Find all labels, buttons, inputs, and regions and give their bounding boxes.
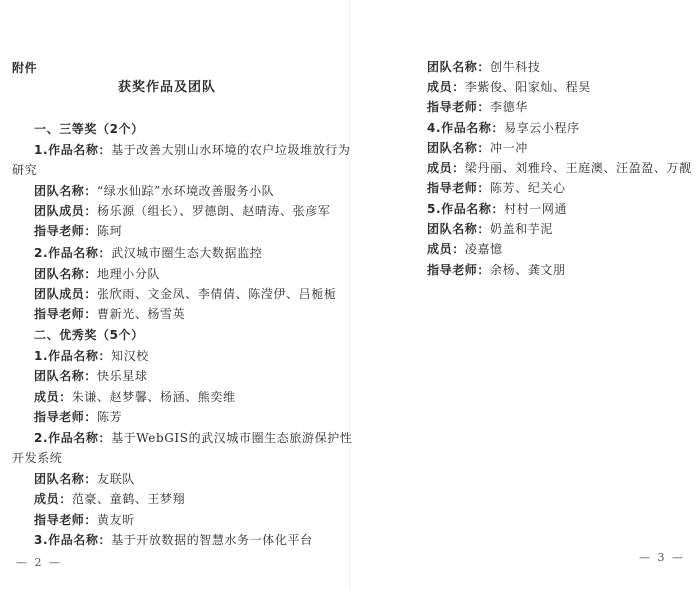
entry-3-team [34, 368, 147, 384]
section-heading-excellence-prize: 二、优秀奖（5个） [34, 328, 144, 342]
entry-value: 冲一冲 [490, 141, 528, 155]
entry-label: 指导老师： [34, 410, 98, 424]
entry-value: 知汉校 [111, 349, 149, 363]
entry-value: 易享云小程序 [504, 121, 580, 135]
entry-value: 陈芳、纪关心 [490, 181, 566, 195]
entry-6-members [427, 160, 692, 176]
entry-label: 指导老师： [34, 307, 98, 321]
entry-value: 地理小分队 [97, 267, 161, 281]
entry-1-team [34, 183, 274, 199]
entry-label: 成员： [427, 242, 465, 256]
entry-value: 梁丹丽、刘雅玲、王庭澳、汪盈盈、万靓 [464, 161, 692, 175]
entry-value: 朱谦、赵梦馨、杨涵、熊奕维 [71, 390, 236, 404]
entry-1-advisor [34, 223, 122, 239]
right-page [349, 0, 698, 590]
entry-4-name [34, 430, 352, 446]
entry-1-members [34, 203, 330, 219]
entry-5-members [427, 79, 591, 95]
entry-2-name [34, 245, 262, 261]
section-heading-third-prize: 一、三等奖（2个） [34, 122, 144, 136]
entry-value: 李紫俊、阳家灿、程昊 [464, 80, 591, 94]
entry-label: 5.作品名称： [427, 202, 505, 216]
entry-2-advisor [34, 306, 185, 322]
entry-label: 2.作品名称： [34, 246, 112, 260]
entry-label: 指导老师： [34, 224, 98, 238]
entry-label: 2.作品名称： [34, 431, 112, 445]
entry-3-advisor [34, 409, 122, 425]
entry-7-members [427, 241, 503, 257]
entry-value: 李德华 [490, 100, 528, 114]
entry-label: 指导老师： [427, 181, 491, 195]
entry-7-name [427, 201, 567, 217]
entry-label: 成员： [427, 80, 465, 94]
entry-value: 黄友昕 [97, 513, 135, 527]
entry-value: 村村一网通 [504, 202, 568, 216]
entry-value: “绿水仙踪”水环境改善服务小队 [97, 184, 275, 198]
page-number-right: — 3 — [639, 551, 685, 564]
entry-label: 3.作品名称： [34, 533, 112, 547]
entry-label: 成员： [34, 492, 72, 506]
entry-label: 4.作品名称： [427, 121, 505, 135]
entry-label: 指导老师： [427, 263, 491, 277]
entry-label: 指导老师： [427, 100, 491, 114]
entry-label: 团队名称： [427, 222, 491, 236]
entry-7-advisor [427, 262, 566, 278]
entry-value: 基于开放数据的智慧水务一体化平台 [111, 533, 313, 547]
entry-value: 基于改善大别山水环境的农户垃圾堆放行为 [111, 143, 351, 157]
entry-label: 团队名称： [34, 267, 98, 281]
entry-value: 杨乐源（组长）、罗德朗、赵晴涛、张彦军 [97, 204, 331, 218]
entry-2-team [34, 266, 160, 282]
entry-value: 凌嘉憶 [464, 242, 503, 256]
entry-5-team [427, 59, 540, 75]
entry-6-name [427, 120, 580, 136]
entry-label: 团队成员： [34, 204, 98, 218]
entry-label: 成员： [427, 161, 465, 175]
entry-4-name-cont: 开发系统 [12, 451, 63, 465]
entry-label: 团队名称： [427, 141, 491, 155]
entry-value: 张欣雨、文金凤、李倩倩、陈滢伊、吕栀栀 [97, 287, 337, 301]
entry-label: 团队名称： [34, 369, 98, 383]
entry-label: 团队名称： [34, 184, 98, 198]
entry-4-members [34, 491, 185, 507]
entry-value: 基于WebGIS的武汉城市圈生态旅游保护性 [111, 431, 353, 445]
entry-3-name [34, 348, 149, 364]
entry-7-team [427, 221, 553, 237]
entry-value: 奶盖和芋泥 [490, 222, 554, 236]
entry-1-name [34, 142, 351, 158]
entry-4-advisor [34, 512, 135, 528]
entry-5-advisor [427, 99, 528, 115]
entry-value: 陈芳 [97, 410, 123, 424]
entry-3-members [34, 389, 236, 405]
entry-value: 友联队 [97, 472, 135, 486]
page-number-left: — 2 — [16, 556, 62, 569]
entry-value: 武汉城市圈生态大数据监控 [111, 246, 263, 260]
entry-value: 曹新光、杨雪英 [97, 307, 186, 321]
entry-value: 范豪、童鹤、王梦翔 [71, 492, 186, 506]
entry-label: 指导老师： [34, 513, 98, 527]
entry-value: 创牛科技 [490, 60, 541, 74]
entry-label: 1.作品名称： [34, 143, 112, 157]
entry-6-advisor [427, 180, 566, 196]
entry-label: 1.作品名称： [34, 349, 112, 363]
attachment-label: 附件 [12, 61, 38, 75]
entry-value: 余杨、龚文朋 [490, 263, 566, 277]
entry-label: 团队成员： [34, 287, 98, 301]
entry-label: 团队名称： [34, 472, 98, 486]
entry-5-name [34, 532, 313, 548]
entry-value: 陈珂 [97, 224, 123, 238]
entry-6-team [427, 140, 528, 156]
entry-label: 成员： [34, 390, 72, 404]
document-title: 获奖作品及团队 [118, 80, 217, 95]
entry-1-name-cont: 研究 [12, 163, 38, 177]
entry-4-team [34, 471, 135, 487]
entry-2-members [34, 286, 336, 302]
entry-value: 快乐星球 [97, 369, 148, 383]
entry-label: 团队名称： [427, 60, 491, 74]
